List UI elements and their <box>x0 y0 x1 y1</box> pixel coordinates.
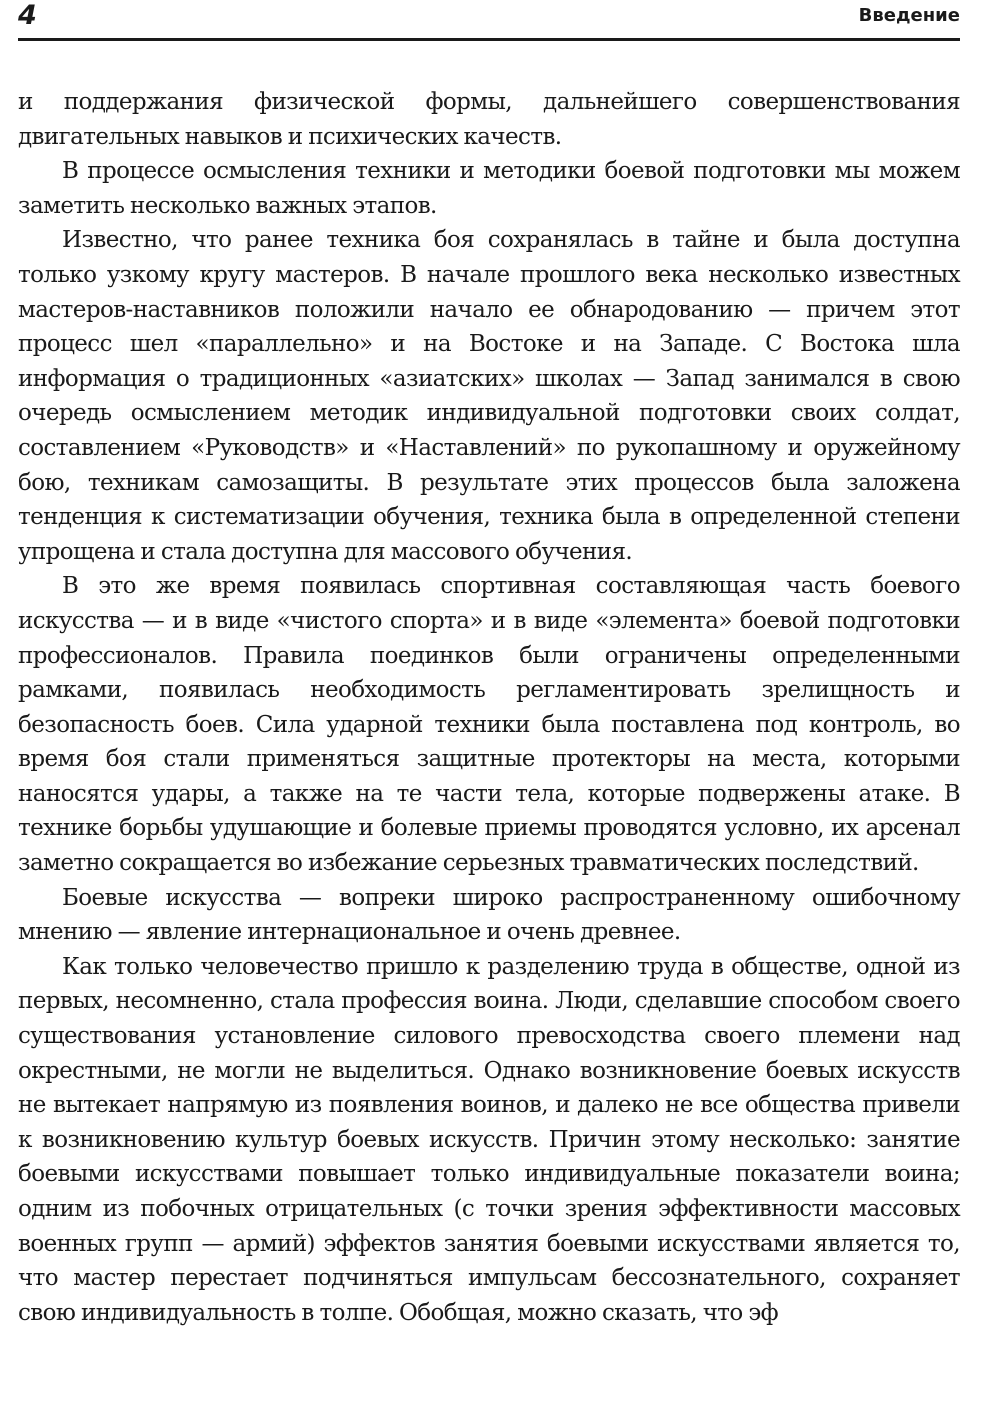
page-number: 4 <box>18 0 37 31</box>
paragraph-sport: В это же время появилась спортивная составляющая часть боевого искусства — и в виде «чистого спорта» и в виде «элемента» боевой подготовки профессионалов. Правила поединков были ограничены определенными рамками, появилась необходимость регламентировать зрелищность и безопасность боев. Сила ударной техники была поставлена под контроль, во время боя стали применяться защитные протекторы на места, которыми наносятся удары, а также на те части тела, которые подвержены атаке. В технике борьбы удушающие и болевые приемы проводятся условно, их арсенал заметно сокращается во избежание серьезных травматических последствий. <box>18 573 960 877</box>
running-header <box>18 0 960 41</box>
book-page <box>18 0 960 1428</box>
section-title: Введение <box>858 5 960 26</box>
paragraph-stages: В процессе осмысления техники и методики боевой подготовки мы можем заметить несколько важных этапов. <box>18 158 960 219</box>
paragraph-warrior: Как только человечество пришло к разделению труда в обществе, одной из первых, несомненно, стала профессия воина. Люди, сделавшие способом своего существования установление силового превосходства своего племени над окрестными, не могли не выделиться. Однако возникновение боевых искусств не вытекает напрямую из появления воинов, и далеко не все общества привели к возникновению культур боевых искусств. Причин этому несколько: занятие боевыми искусствами повышает только индивидуальные показатели воина; одним из побочных отрицательных (с точки зрения эффективности массовых военных групп — армий) эффектов занятия боевыми искусствами является то, что мастер перестает подчиняться импульсам бессознательного, сохраняет свою индивидуальность в толпе. Обобщая, можно сказать, что эф <box>18 953 960 1326</box>
paragraph-secrecy: Известно, что ранее техника боя сохранялась в тайне и была доступна только узкому кругу мастеров. В начале прошлого века несколько известных мастеров-наставников положили начало ее обнародованию — причем этот процесс шел «параллельно» и на Востоке и на Западе. С Востока шла информация о традиционных «азиатских» школах — Запад занимался в свою очередь осмыслением методик индивидуальной подготовки своих солдат, составлением «Руководств» и «Наставлений» по рукопашному и оружейному бою, техникам самозащиты. В результате этих процессов была заложена тенденция к систематизации обучения, техника была в определенной степени упрощена и стала доступна для массового обучения. <box>18 227 960 565</box>
body-text <box>18 85 960 1330</box>
paragraph-continued: и поддержания физической формы, дальнейшего совершенствования двигательных навыков и психических качеств. <box>18 89 960 150</box>
paragraph-international: Боевые искусства — вопреки широко распространенному ошибочному мнению — явление интернациональное и очень древнее. <box>18 884 960 946</box>
